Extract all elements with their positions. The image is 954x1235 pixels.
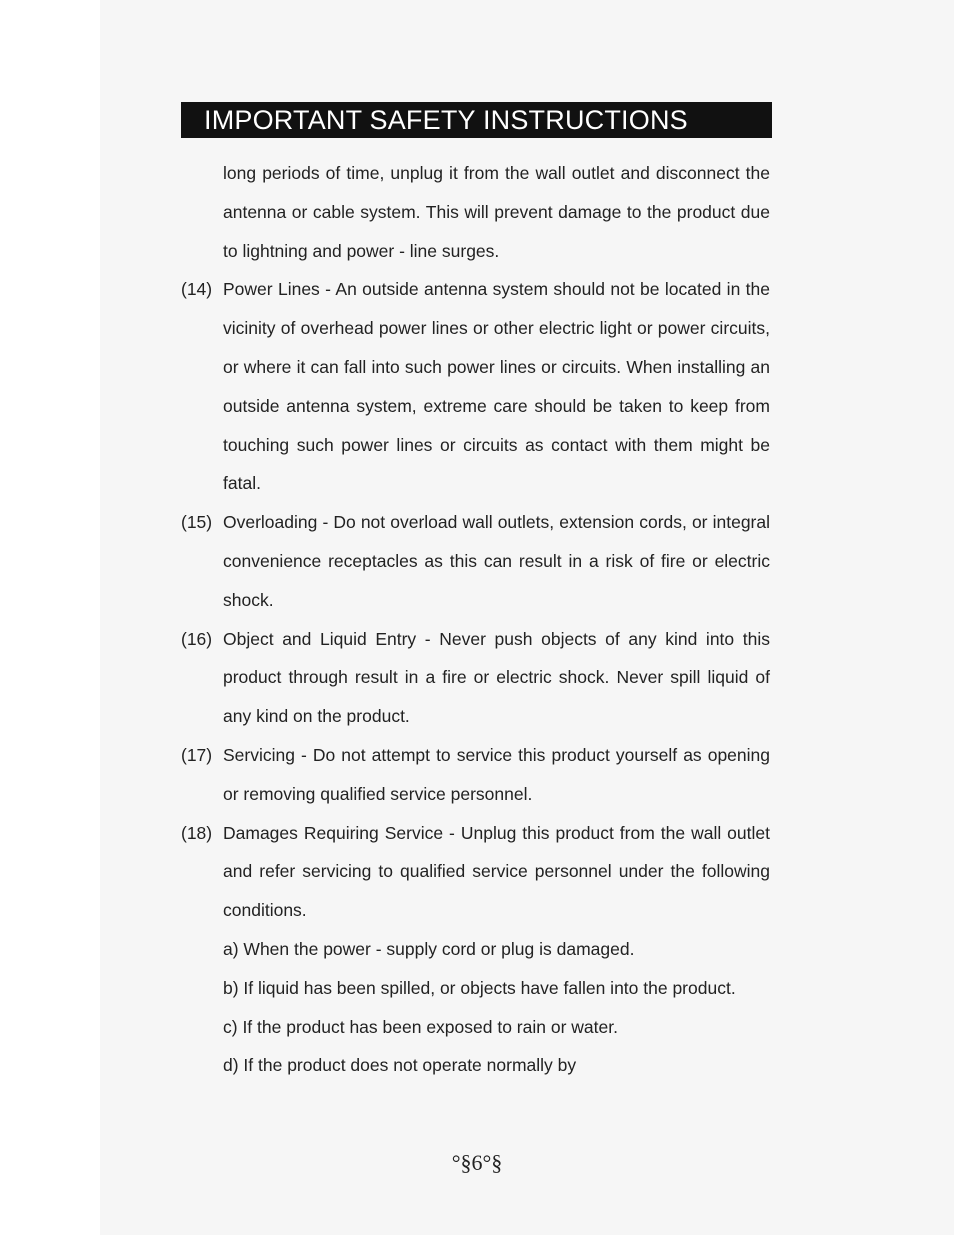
condition-c	[181, 1008, 770, 1047]
instruction-item-16	[181, 620, 770, 736]
continuation-paragraph	[181, 154, 770, 270]
item-number: (16)	[181, 628, 213, 649]
instruction-item-14	[181, 270, 770, 503]
condition-text: d) If the product does not operate normally by	[223, 1055, 577, 1076]
instruction-item-17	[181, 736, 770, 814]
item-number: (18)	[181, 822, 213, 843]
condition-a	[181, 930, 770, 969]
page-number: °§6°§	[451, 1150, 503, 1175]
condition-d	[181, 1046, 770, 1085]
item-number: (17)	[181, 744, 213, 765]
instruction-item-15	[181, 503, 770, 619]
item-text: Damages Requiring Service - Unplug this product from the wall outlet and refer servicing to qualified service personnel under the following conditions.	[223, 822, 770, 921]
condition-text: c) If the product has been exposed to rain or water.	[223, 1016, 618, 1037]
item-text: Power Lines - An outside antenna system should not be located in the vicinity of overhead power lines or other electric light or power circuits, or where it can fall into such power lines or circuits. When installing an outside antenna system, extreme care should be taken to keep from touching such power lines or circuits as contact with them might be fatal.	[223, 279, 770, 494]
condition-text: a) When the power - supply cord or plug is damaged.	[223, 938, 635, 959]
section-header	[181, 102, 772, 138]
condition-text: b) If liquid has been spilled, or objects have fallen into the product.	[223, 977, 736, 998]
instructions-body	[181, 154, 770, 1085]
item-text: Object and Liquid Entry - Never push objects of any kind into this product through result in a fire or electric shock. Never spill liquid of any kind on the product.	[223, 628, 770, 727]
condition-b	[181, 969, 770, 1008]
item-number: (15)	[181, 512, 213, 533]
section-title: IMPORTANT SAFETY INSTRUCTIONS	[204, 105, 688, 135]
continuation-text: long periods of time, unplug it from the wall outlet and disconnect the antenna or cable system. This will prevent damage to the product due to lightning and power - line surges.	[223, 163, 770, 261]
item-number: (14)	[181, 279, 213, 300]
item-text: Servicing - Do not attempt to service this product yourself as opening or removing qualified service personnel.	[223, 744, 770, 804]
item-text: Overloading - Do not overload wall outlets, extension cords, or integral convenience receptacles as this can result in a risk of fire or electric shock.	[223, 512, 770, 610]
instruction-item-18	[181, 814, 770, 930]
